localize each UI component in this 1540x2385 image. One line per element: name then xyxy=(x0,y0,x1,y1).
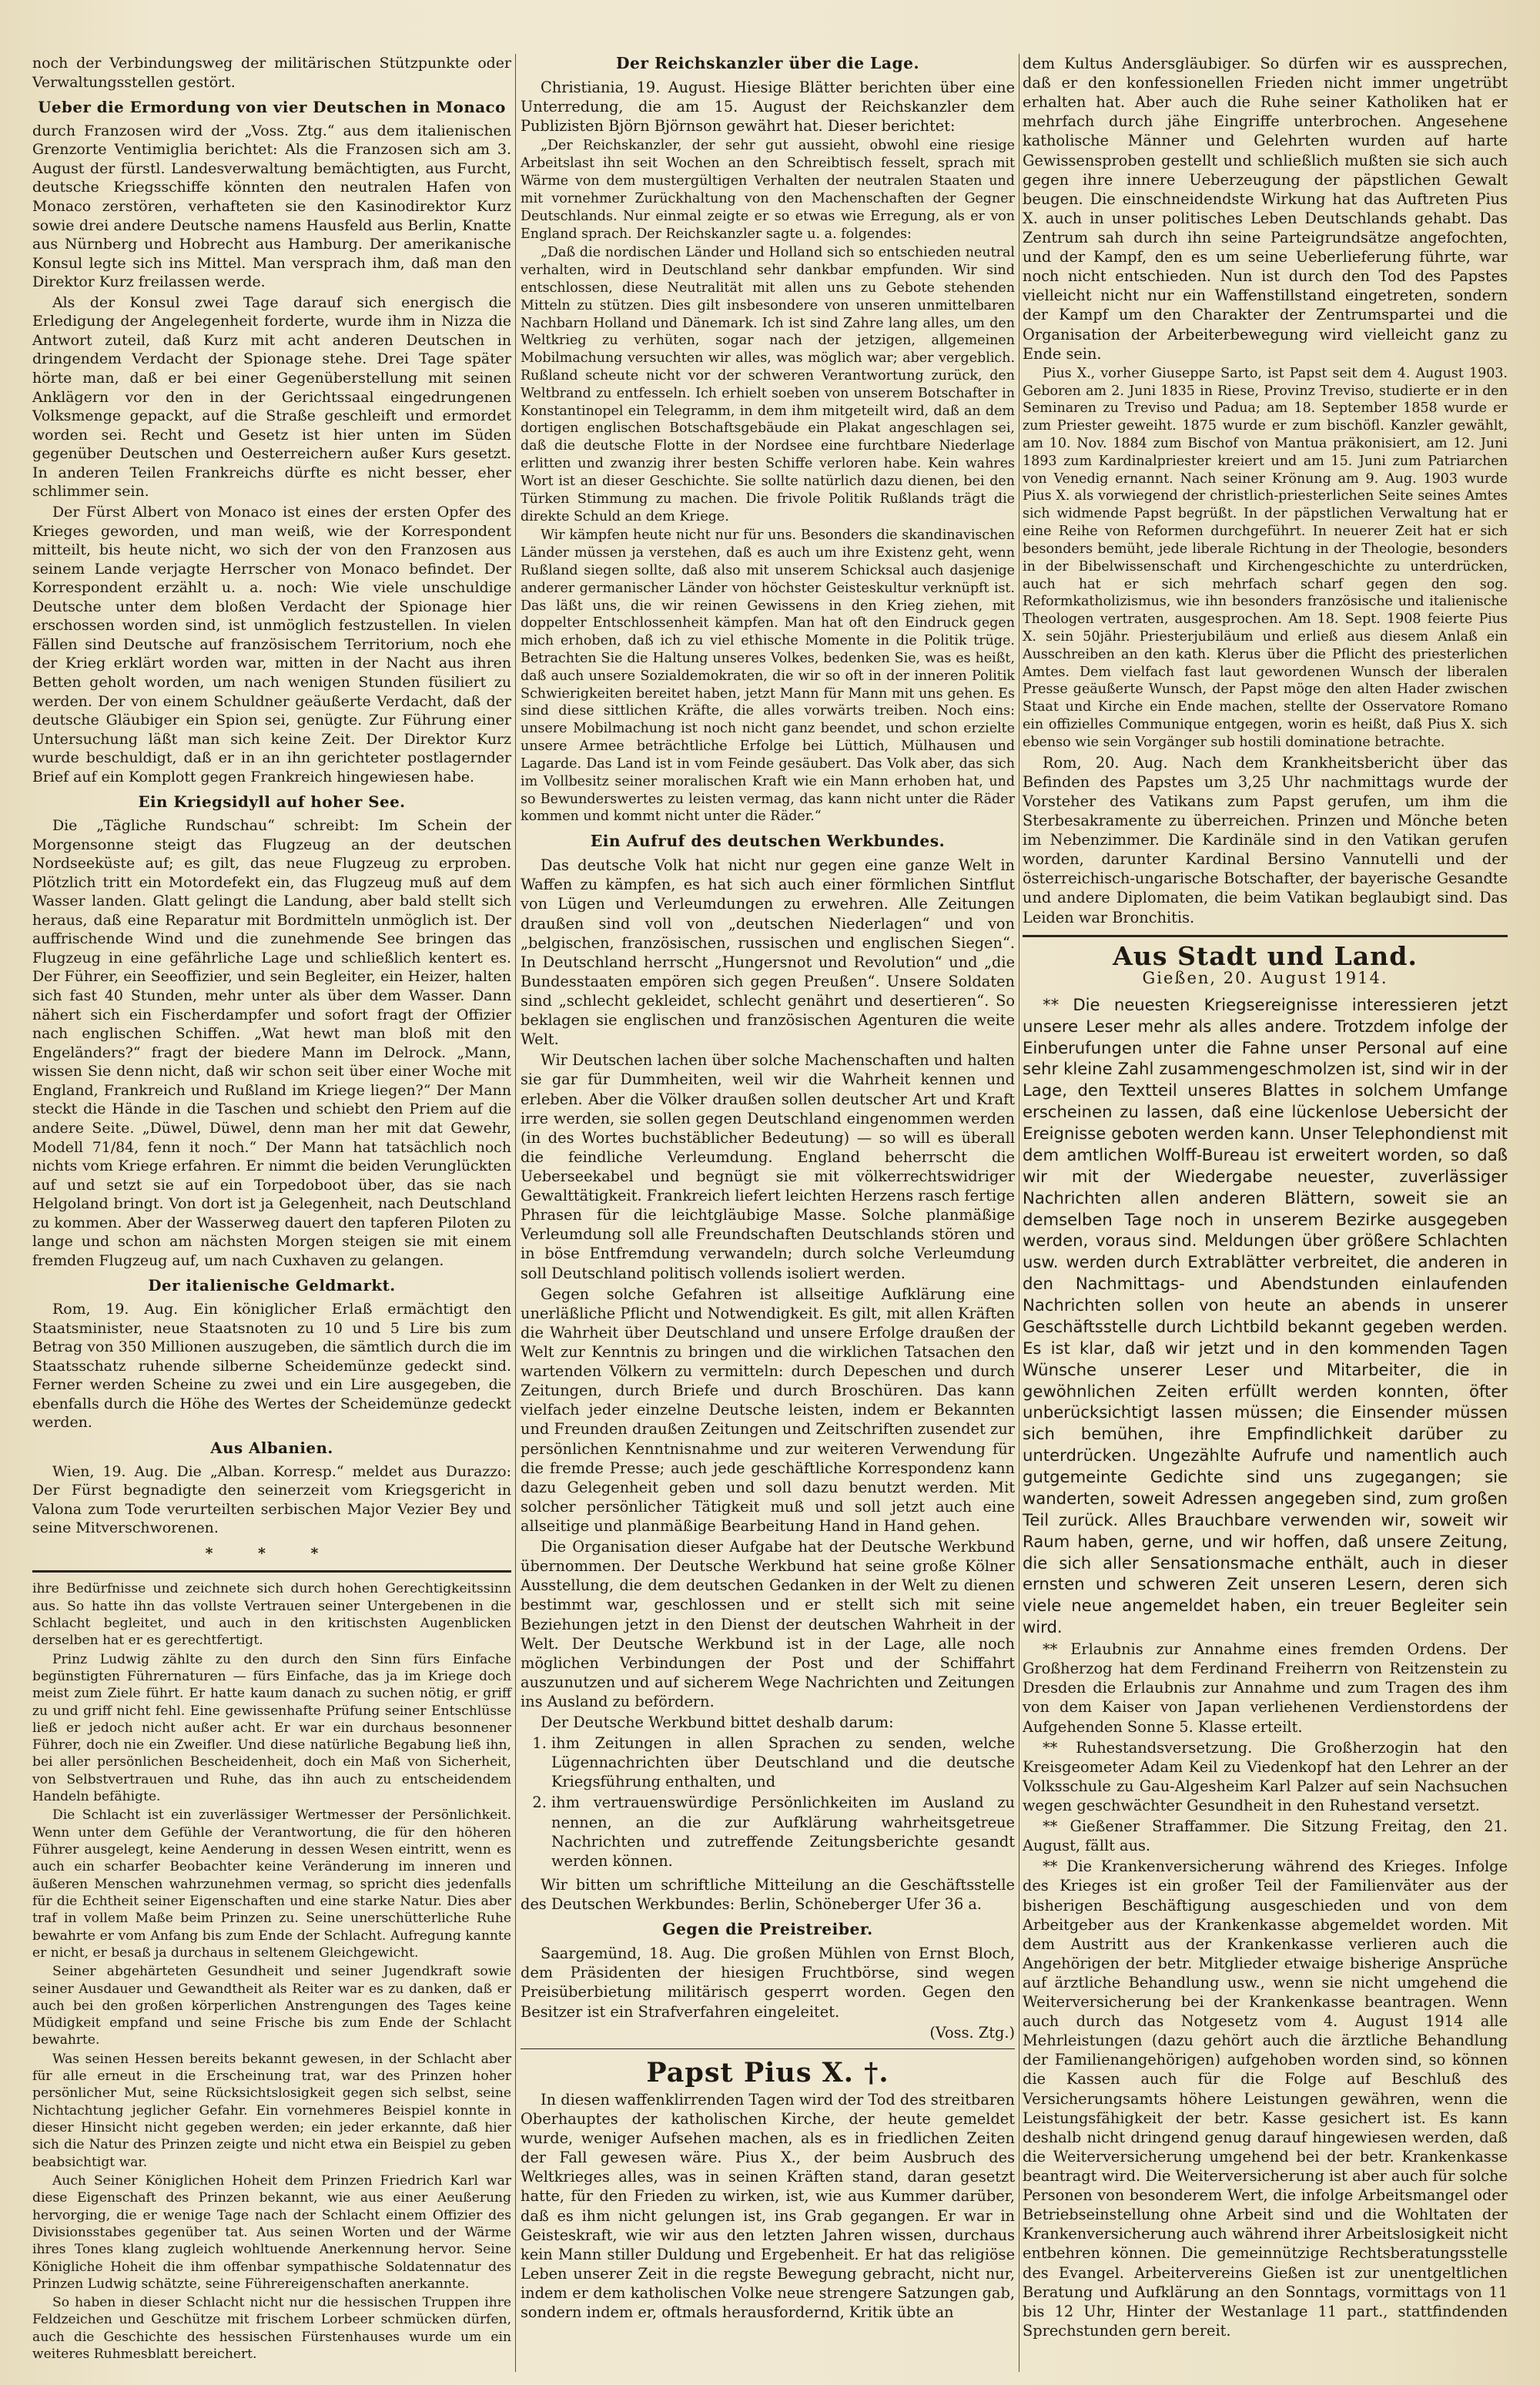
section-stars: * * * xyxy=(205,1544,339,1562)
column-rule-1 xyxy=(515,54,516,2372)
papst-biography: Pius X., vorher Giuseppe Sarto, ist Papst seit dem 4. August 1903. Geboren am 2. Juni 1835 in Riese, Provinz Treviso, studierte er in den Seminaren zu Treviso und Padua; am 18. September 1858 wurde er zum Priester geweiht. 1875 wurde er zum bischöfl. Kanzler gewählt, am 10. Nov. 1884 zum Bischof von Mantua präkonisiert, am 12. Juni 1893 zum Kardinalpriester kreiert und am 15. Juni zum Patriarchen von Venedig ernannt. Nach seiner Krönung am 9. Aug. 1903 wurde Pius X. als vorwiegend der christlich-priesterlichen Seite seines Amtes sich widmende Papst begrüßt. In der päpstlichen Verwaltung hat er eine Reihe von Reformen durchgeführt. In neuerer Zeit hat er sich besonders bemüht, jede liberale Richtung in der Theologie, besonders in der Bibelwissenschaft und Kirchengeschichte zu unterdrücken, auch hat er sich mehrfach scharf gegen den sog. Reformkatholizismus, wie ihn besonders französische und italienische Theologen vertraten, ausgesprochen. Am 18. Sept. 1908 feierte Pius X. sein 50jähr. Priesterjubiläum und erließ aus diesem Anlaß ein Ausschreiben an den kath. Klerus über die Pflicht des priesterlichen Amtes. Dem vielfach fast laut gewordenen Wunsch der liberalen Presse geäußerte Wunsch, der Papst möge den alten Hader zwischen Staat und Kirche ein Ende machen, stellte der Osservatore Romano ein offizielles Communique entgegen, worin es heißt, daß Pius X. sich ebenso wie sein Vorgänger sub hostili dominatione betrachte. xyxy=(1023,365,1508,750)
prinz-paragraph-4: Seiner abgehärteten Gesundheit und seiner Jugendkraft sowie seiner Ausdauer und Gewandtheit als Reiter war es zu danken, daß er auch bei den großen körperlichen Anstrengungen des Tages keine Müdigkeit empfand und seine Frische bis zum Ende der Schlacht bewahrte. xyxy=(32,1964,511,2048)
werkbund-paragraph-3: Gegen solche Gefahren ist allseitige Aufklärung eine unerläßliche Pflicht und Notwendigkeit. Es gilt, mit allen Kräften die Wahrheit über Deutschland und unsere Erfolge draußen der Welt zur Kenntnis zu bringen und die wirklichen Tatsachen den wartenden Völkern zu vermitteln: durch Depeschen und durch Zeitungen, durch Briefe und durch Broschüren. Das kann vielfach jeder einzelne Deutsche leisten, indem er Bekannten und Freunden draußen Zeitungen und Zeitschriften zusendet zur persönlichen Kenntnisnahme und zur weiteren Verwendung für die fremde Presse; auch jede geschäftliche Korrespondenz kann dazu Gelegenheit geben und soll dazu benutzt werden. Mit solcher persönlicher Tätigkeit muß und soll jetzt auch eine allseitige und planmäßige Bearbeitung Hand in Hand gehen. xyxy=(521,1285,1015,1535)
prinz-paragraph-1: ihre Bedürfnisse und zeichnete sich durch hohen Gerechtigkeitssinn aus. So hatte ihn das vollste Vertrauen seiner Untergebenen in die Schlacht begleitet, und auch in den kritischsten Augenblicken derselben hat er es gerechtfertigt. xyxy=(32,1581,511,1649)
werkbund-list-item-1: 1. ihm Zeitungen in allen Sprachen zu senden, welche Lügennachrichten über Deutschland und die deutsche Kriegsführung enthalten, und xyxy=(551,1733,1015,1791)
kriegsidyll-headline: Ein Kriegsidyll auf hoher See. xyxy=(138,792,406,812)
stadt-dateline: Gießen, 20. August 1914. xyxy=(1142,968,1388,987)
papst-continued: dem Kultus Andersgläubiger. So dürfen wir es aussprechen, daß er den konfessionellen Frieden nicht immer ungetrübt erhalten hat. Aber auch die Ruhe seiner Katholiken hat er mehrfach durch jähe Eingriffe unterbrochen. Angesehene katholische Männer und Gelehrten wurden auf harte Gewissensproben gestellt und schließlich mußten sie sich auch gegen ihre innere Ueberzeugung der päpstlichen Gewalt beugen. Die einschneidendste Wirkung hat das Auftreten Pius X. auch in unser politisches Leben Deutschlands gehabt. Das Zentrum sah durch ihn seine Parteigrundsätze angefochten, und der Kampf, den es um seine Ueberlieferung führte, war noch nicht entschieden. Nun ist durch den Tod des Papstes vielleicht nicht nur ein Waffenstillstand eingetreten, sondern der Kampf um den Charakter der Zentrumspartei und die Organisation der Arbeiterbewegung wird vielleicht ganz zu Ende sein. xyxy=(1023,55,1508,363)
stadt-paragraph-3: ** Ruhestandsversetzung. Die Großherzogin hat den Kreisgeometer Adam Keil zu Viedenkopf hat den Lehrer an der Volksschule zu Gau-Algesheim Karl Palzer auf sein Nachsuchen wegen geschwächter Gesundheit in den Ruhestand versetzt. xyxy=(1023,1738,1508,1814)
kriegsidyll-paragraph: Die „Tägliche Rundschau“ schreibt: Im Schein der Morgensonne steigt das Flugzeug an der deutschen Nordseeküste auf; es gilt, das neue Flugzeug zu erproben. Plötzlich tritt ein Motordefekt ein, das Flugzeug muß auf dem Wasser landen. Glatt gelingt die Landung, aber bald stellt sich heraus, daß eine Reparatur mit Bordmitteln unmöglich ist. Der auffrischende Wind und die zunehmende See bringen das Flugzeug in eine gefährliche Lage und schließlich kentert es. Der Führer, ein Seeoffizier, und sein Begleiter, ein Heizer, halten sich fast 40 Stunden, mehr unter als über dem Wasser. Dann nähert sich ein Fischerdampfer und sofort fragt der Offizier nach englischen Schiffen. „Wat hewt man bloß mit den Engeländers?“ fragt der biedere Mann im Delrock. „Mann, wissen Sie denn nicht, daß wir schon seit über einer Woche mit England, Frankreich und Rußland im Kriege liegen?“ Der Mann steckt die Hände in die Taschen und schiebt den Priem auf die andere Seite. „Düwel, Düwel, denn man her mit dat Gewehr, Modell 71/84, fenn it noch.“ Der Mann hat tatsächlich noch nichts vom Kriege erfahren. Er nimmt die beiden Verunglückten auf und setzt sie auf ein Torpedoboot über, das sie nach Helgoland bringt. Von dort ist ja Gelegenheit, nach Deutschland zu kommen. Aber der Wasserweg dauert den tapferen Piloten zu lange und schon am nächsten Morgen steigen sie mit einem fremden Flugzeug auf, um nach Cuxhaven zu gelangen. xyxy=(32,816,511,1269)
monaco-headline: Ueber die Ermordung von vier Deutschen in Monaco xyxy=(38,98,506,117)
reichskanzler-paragraph-2: „Der Reichskanzler, der sehr gut aussieht, obwohl eine riesige Arbeitslast ihn seit Wochen an den Schreibtisch fesselt, sprach mit Wärme von dem mustergültigen Verhalten der neutralen Staaten und mit vornehmer Zurückhaltung von den Machenschaften der Gegner Deutschlands. Nur einmal zeigte er so etwas wie Erregung, als er von England sprach. Der Reichskanzler sagte u. a. folgendes: xyxy=(521,138,1015,242)
prinz-paragraph-5: Was seinen Hessen bereits bekannt gewesen, in der Schlacht aber für alle erneut in die Erscheinung trat, war des Prinzen hoher persönlicher Mut, seine Rücksichtslosigkeit gegen sich selbst, seine Nichtachtung jeglicher Gefahr. Ein vornehmeres Beispiel konnte in dieser Hinsicht nicht gegeben werden; ein jeder erkannte, daß hier sich die Natur des Prinzen zeigte und nicht etwa ein Beispiel zu geben beabsichtigt war. xyxy=(32,2051,511,2170)
column-middle xyxy=(521,54,1015,2323)
stadt-paragraph-4: ** Gießener Straffammer. Die Sitzung Freitag, den 21. August, fällt aus. xyxy=(1023,1817,1508,1855)
monaco-paragraph-3: Der Fürst Albert von Monaco ist eines der ersten Opfer des Krieges geworden, und man weiß, wie der Korrespondent mitteilt, bis heute nicht, wo sich der von den Franzosen aus seinem Lande verjagte Herrscher von Monaco befindet. Der Korrespondent erzählt u. a. noch: Wie viele unschuldige Deutsche unter dem bloßen Verdacht der Spionage hier erschossen worden sind, ist unmöglich festzustellen. In vielen Fällen sind Deutsche auf französischem Territorium, noch ehe der Krieg erklärt worden war, mitten in der Nacht aus ihren Betten geholt worden, um nach wenigen Stunden füsiliert zu werden. Der von einem Schuldner geäußerte Verdacht, daß der deutsche Gläubiger ein Spion sei, genügte. Zur Führung einer Untersuchung läßt man sich keine Zeit. Der Direktor Kurz wurde beschuldigt, daß er in an ihn gerichteter postlagernder Brief auf ein Komplott gegen Frankreich hingewiesen habe. xyxy=(32,503,511,786)
rom-paragraph: Rom, 20. Aug. Nach dem Krankheitsbericht über das Befinden des Papstes um 3,25 Uhr nachmittags wurde der Vorsteher des Vatikans zum Papst gerufen, um ihm die Sterbesakramente zu überreichen. Prinzen und Mönche beten im Nebenzimmer. Die Kardinäle sind in den Vatikan gerufen worden, darunter Kardinal Bersino Vannutelli und der österreichisch-ungarische Botschafter, der bayerische Gesandte und andere Diplomaten, die beim Vatikan beglaubigt sind. Das Leiden war Bronchitis. xyxy=(1023,753,1508,926)
werkbund-paragraph-1: Das deutsche Volk hat nicht nur gegen eine ganze Welt in Waffen zu kämpfen, es hat sich auch einer förmlichen Sintflut von Lügen und Verleumdungen zu erwehren. Alle Zeitungen draußen sind voll von „deutschen Niederlagen“ und von „belgischen, französischen, russischen und englischen Siegen“. In Deutschland herrscht „Hungersnot und Revolution“ und „die Bundesstaaten empören sich gegen Preußen“. Unsere Soldaten sind „schlecht gekleidet, schlecht genährt und desertieren“. So beklagen sie englischen und französischen Agenturen die weite Welt. xyxy=(521,856,1015,1049)
geldmarkt-paragraph: Rom, 19. Aug. Ein königlicher Erlaß ermächtigt den Staatsminister, neue Staatsnoten zu 10 und 5 Lire bis zum Betrag von 350 Millionen auszugeben, die sämtlich durch die im Staatsschatz ruhende silberne Scheidemünze gedeckt sind. Ferner werden Scheine zu zwei und ein Lire ausgegeben, die ebenfalls durch die Höhe des Wertes der Scheidemünze gedeckt werden. xyxy=(32,1301,511,1432)
papst-headline: Papst Pius X. †. xyxy=(646,2056,889,2089)
reichskanzler-paragraph-1: Christiania, 19. August. Hiesige Blätter berichten über eine Unterredung, die am 15. August der Reichskanzler dem Publizisten Björn Björnson gewährt hat. Dieser berichtet: xyxy=(521,79,1015,136)
stadt-paragraph-5: ** Die Krankenversicherung während des Krieges. Infolge des Krieges ist ein großer Teil der Familienväter aus der bisherigen Beschäftigung ausgeschieden und von dem Arbeitgeber aus der Krankenkasse abgemeldet worden. Mit dem Austritt aus der Krankenkasse verlieren auch die Angehörigen der betr. Mitglieder etwaige bisherige Ansprüche auf ärztliche Behandlung usw., wenn sie nicht umgehend die Weiterversicherung bei der Krankenkasse beantragen. Wenn auch durch das Notgesetz vom 4. August 1914 alle Mehrleistungen (dazu gehört auch die ärztliche Behandlung der Familienangehörigen) aufgehoben worden sind, so können die Kassen auch für die Folge auf Beschluß des Versicherungsamts höhere Leistungen gewähren, wenn die Leistungsfähigkeit der betr. Kasse gesichert ist. Es kann deshalb nicht dringend genug darauf hingewiesen werden, daß die Weiterversicherung umgehend bei der betr. Krankenkasse beantragt wird. Die Weiterversicherung ist aber auch für solche Personen von besonderem Wert, die infolge Arbeitsmangel oder Betriebseinstellung ohne Arbeit sind und die Wohltaten der Krankenversicherung auch während ihrer Arbeitslosigkeit nicht entbehren können. Die gemeinnützige Rechtsberatungsstelle des Evangel. Arbeitervereins Gießen ist zur unentgeltlichen Beratung und Aufklärung an den Sonntags, vormittags von 11 bis 12 Uhr, Hinter der Westanlage 11 part., stattfindenden Sprechstunden gern bereit. xyxy=(1023,1857,1508,2340)
geldmarkt-headline: Der italienische Geldmarkt. xyxy=(148,1276,396,1295)
papst-divider xyxy=(521,2048,1015,2049)
preistreiber-headline: Gegen die Preistreiber. xyxy=(662,1920,873,1939)
werkbund-paragraph-4: Die Organisation dieser Aufgabe hat der Deutsche Werkbund übernommen. Der Deutsche Werkbund hat seine große Kölner Ausstellung, die dem deutschen Gedanken in der Welt zu dienen bestimmt war, geschlossen und er stellt sich mit seine Beziehungen jetzt in den Dienst der deutschen Wahrheit in der Welt. Der Deutsche Werkbund ist in der Lage, alle noch möglichen Verbindungen der Post und der Schiffahrt auszunutzen und auf sicherem Wege Nachrichten und Zeitungen ins Ausland zu befördern. xyxy=(521,1538,1015,1710)
papst-paragraph-1: In diesen waffenklirrenden Tagen wird der Tod des streitbaren Oberhauptes der katholischen Kirche, der heute gemeldet wurde, weniger Aufsehen machen, als es in friedlichen Zeiten der Fall gewesen wäre. Pius X., der beim Ausbruch des Weltkrieges alles, was in seinen Kräften stand, daran gesetzt hatte, für den Frieden zu wirken, ist, wie aus Kummer darüber, daß es ihm nicht gelungen ist, ins Grab gegangen. Er war in Geisteskraft, wie wir aus den letzten Jahren wissen, durchaus kein Mann stiller Duldung und Ergebenheit. Er hat das religiöse Leben unserer Zeit in die regste Bewegung gebracht, nicht nur, indem er dem katholischen Volke neue strengere Satzungen gab, sondern indem er, oftmals herausfordernd, Kritik übte an xyxy=(521,2090,1015,2322)
prinz-paragraph-2: Prinz Ludwig zählte zu den durch den Sinn fürs Einfache begünstigten Führernaturen — fürs Einfache, das ja im Kriege doch meist zum Ziele führt. Er hatte kaum danach zu suchen nötig, er griff zu und griff nicht fehl. Eine gewissenhafte Prüfung seiner Entschlüsse ließ er jedoch nicht außer acht. Er war ein durchaus besonnener Führer, doch nie ein Zweifler. Und diese natürliche Begabung ließ ihn, bei aller persönlichen Bescheidenheit, doch ein Maß von Sicherheit, von Selbstvertrauen und Ruhe, das ihn auch zu entscheidendem Handeln befähigte. xyxy=(32,1651,511,1805)
column-right xyxy=(1023,54,1508,2342)
werkbund-paragraph-6: Wir bitten um schriftliche Mitteilung an die Geschäftsstelle des Deutschen Werkbundes: Berlin, Schöneberger Ufer 36 a. xyxy=(521,1875,1015,1914)
werkbund-list-item-2: 2. ihm vertrauenswürdige Persönlichkeiten im Ausland zu nennen, an die zur Aufklärung wahrheitsgetreue Nachrichten und zutreffende Zeitungsberichte gesandt werden können. xyxy=(551,1793,1015,1870)
stadt-paragraph-2: ** Erlaubnis zur Annahme eines fremden Ordens. Der Großherzog hat dem Ferdinand Freiherrn von Reitzenstein zu Dresden die Erlaubnis zur Annahme und zum Tragen des ihm von dem Kaiser von Japan verliehenen Verdienstordens der Aufgehenden Sonne 5. Klasse erteilt. xyxy=(1023,1640,1508,1736)
preistreiber-source: (Voss. Ztg.) xyxy=(929,2023,1015,2042)
monaco-paragraph-2: Als der Konsul zwei Tage darauf sich energisch die Erledigung der Angelegenheit forderte, wurde ihm in Nizza die Antwort zuteil, daß Kurz mit acht anderen Deutschen in dringendem Verdacht der Spionage stehe. Drei Tage später hörte man, daß er bei einer Gegenüberstellung mit seinen Anklägern vor den in der Gerichtssaal eingedrungenen Volksmenge gepackt, auf die Straße geschleift und ermordet worden sei. Recht und Gesetz ist hier unten im Süden gegenüber Deutschen und Oesterreichern außer Kurs gesetzt. In anderen Teilen Frankreichs dürfte es nicht besser, eher schlimmer sein. xyxy=(32,293,511,501)
preistreiber-paragraph: Saargemünd, 18. Aug. Die großen Mühlen von Ernst Bloch, dem Präsidenten der hiesigen Fruchtbörse, sind wegen Preisüberbietung militärisch gesperrt worden. Gegen den Besitzer ist ein Strafverfahren eingeleitet. xyxy=(521,1945,1015,2021)
prinz-paragraph-6: Auch Seiner Königlichen Hoheit dem Prinzen Friedrich Karl war diese Eigenschaft des Prinzen bekannt, wie aus einer Aeußerung hervorging, die er wenige Tage nach der Schlacht einem Offizier des Divisionsstabes gegenüber tat. Aus seinen Worten und der Wärme ihres Tones klang zugleich wohltuende Anerkennung hervor. Seine Königliche Hoheit die ihm offenbar sympathische Soldatennatur des Prinzen Ludwig schätzte, seine Führereigenschaften anerkannte. xyxy=(32,2172,511,2292)
stadt-paragraph-1: ** Die neuesten Kriegsereignisse interessieren jetzt unsere Leser mehr als alles andere. Trotzdem infolge der Einberufungen unter die Fahne unser Personal auf eine sehr kleine Zahl zusammengeschmolzen ist, sind wir in der Lage, den Textteil unseres Blattes in solchem Umfange erscheinen zu lassen, daß eine lückenlose Uebersicht der Ereignisse geboten werden kann. Unser Telephondienst mit dem amtlichen Wolff-Bureau ist erweitert worden, so daß wir mit der Wiedergabe neuester, zuverlässiger Nachrichten allen anderen Blättern, soweit sie an demselben Tage noch in unserem Bezirke ausgegeben werden, voraus sind. Meldungen über größere Schlachten usw. werden durch Extrablätter verbreitet, die anderen in den Nachmittags- und Abendstunden einlaufenden Nachrichten sollen von heute an abends in unserer Geschäftsstelle durch Lichtbild bekannt gegeben werden. Es ist klar, daß wir jetzt und in den kommenden Tagen Wünsche unserer Leser und Mitarbeiter, die in gewöhnlichen Zeiten erfüllt werden konnten, öfter unberücksichtigt lassen müssen; die Einsender müssen sich bemühen, ihre Empfindlichkeit darüber zu unterdrücken. Ungezählte Aufrufe und namentlich auch gutgemeinte Gedichte sind uns zugegangen; sie wanderten, soweit Adressen angegeben sind, zum großen Teil zurück. Alles Brauchbare verwenden wir, soweit wir Raum haben, gerne, und wir hoffen, daß unsere Zeitung, die sich aller Sensationsmache enthält, auch in dieser ernsten und schweren Zeit unseren Lesern, deren sich viele neue angemeldet haben, ein treuer Begleiter sein wird. xyxy=(1023,994,1508,1637)
werkbund-paragraph-2: Wir Deutschen lachen über solche Machenschaften und halten sie gar für Dummheiten, weil wir die Wahrheit kennen und erleben. Aber die Völker draußen sollen deutscher Art und Kraft irre werden, sie sollen gegen Deutschland eingenommen werden (in des Wortes buchstäblicher Bedeutung) — so will es überall die feindliche Verleumdung. England beherrscht die Ueberseekabel und begnügt sie mit völkerrechtswidriger Gewalttätigkeit. Frankreich liefert leichten Herzens rasch fertige Phrasen für die leichtgläubige Masse. Solche planmäßige Verleumdung soll alle Freundschaften Deutschlands stören und in böse Entfremdung verwandeln; durch solche Verleumdung soll Deutschland politisch vollends isoliert werden. xyxy=(521,1051,1015,1282)
albanien-paragraph: Wien, 19. Aug. Die „Alban. Korresp.“ meldet aus Durazzo: Der Fürst begnadigte den seinerzeit vom Kriegsgericht in Valona zum Tode verurteilten serbischen Major Vezier Bey und seine Mitverschworenen. xyxy=(32,1462,511,1537)
werkbund-list xyxy=(521,1733,1015,1871)
section-divider xyxy=(32,1570,511,1573)
stadt-divider xyxy=(1023,935,1508,937)
reichskanzler-paragraph-3: „Daß die nordischen Länder und Holland sich so entschieden neutral verhalten, wird in Deutschland sehr dankbar empfunden. Wir sind entschlossen, diese Neutralität mit allen uns zu Gebote stehenden Mitteln zu stützen. Dies gilt insbesondere von unseren unmittelbaren Nachbarn Holland und Dänemark. Ich ist sind Zahre lang alles, um den Weltkrieg zu verhüten, sogar nach der jetzigen, allgemeinen Mobilmachung versuchten wir alles, was möglich war; aber vergeblich. Rußland scheute nicht vor der schweren Verantwortung zurück, den Weltbrand zu entfesseln. Ich erhielt soeben von unserem Botschafter in Konstantinopel ein Telegramm, in dem ihm mitgeteilt wird, daß an dem dortigen englischen Botschaftsgebäude ein Plakat angeschlagen sei, daß die deutsche Flotte in der Nordsee eine furchtbare Niederlage erlitten und zwanzig ihrer besten Schiffe verloren habe. Kein wahres Wort ist an dieser Geschichte. Sie sollte natürlich dazu dienen, bei den Türken Stimmung zu machen. Die frivole Politik Rußlands trägt die direkte Schuld an dem Kriege. xyxy=(521,245,1015,524)
albanien-headline: Aus Albanien. xyxy=(210,1438,333,1457)
prinz-paragraph-7: So haben in dieser Schlacht nicht nur die hessischen Truppen ihre Feldzeichen und Geschütze mit frischem Lorbeer schmücken dürfen, auch die Geschichte des hessischen Fürstenhauses wurde um ein weiteres Ruhmesblatt bereichert. xyxy=(32,2295,511,2363)
werkbund-paragraph-5: Der Deutsche Werkbund bittet deshalb darum: xyxy=(541,1713,894,1732)
reichskanzler-paragraph-4: Wir kämpfen heute nicht nur für uns. Besonders die skandinavischen Länder müssen ja verstehen, daß es auch um ihre Existenz geht, wenn Rußland siegen sollte, daß also mit unserem Schicksal auch dasjenige anderer germanischer Länder von höchster Geisteskultur verknüpft ist. Das läßt uns, die wir reinen Gewissens in den Krieg ziehen, mit doppelter Entschlossenheit kämpfen. Man hat oft den Eindruck gegen mich erhoben, daß ich zu viel ethische Momente in die Politik trüge. Betrachten Sie die Haltung unseres Volkes, bedenken Sie, was es heißt, daß auch unsere Sozialdemokraten, die wir so oft in der inneren Politik Schwierigkeiten bereitet haben, jetzt Mann für Mann mit uns gehen. Es sind diese sittlichen Kräfte, die alles vorwärts treiben. Noch eins: unsere Mobilmachung ist noch nicht ganz beendet, und schon erzielte unsere Armee beträchtliche Erfolge bei Lüttich, Mülhausen und Lagarde. Das Land ist in vom Feinde gesäubert. Das Volk aber, das sich im Vollbesitz seiner moralischen Kraft wie ein Mann erhoben hat, und so Bewunderswertes zu leisten vermag, das kann nicht unter die Räder kommen und kommt nicht unter die Räder.“ xyxy=(521,528,1015,825)
stadt-und-land-headline: Aus Stadt und Land. xyxy=(1113,940,1418,971)
intro-text: noch der Verbindungsweg der militärischen Stützpunkte oder Verwaltungsstellen gestört. xyxy=(32,55,511,91)
werkbund-headline: Ein Aufruf des deutschen Werkbundes. xyxy=(590,832,946,851)
prinz-paragraph-3: Die Schlacht ist ein zuverlässiger Wertmesser der Persönlichkeit. Wenn unter dem Gefühle der Verantwortung, die für den höheren Führer ausgelegt, keine Aenderung in dessen Wesen eintritt, wenn es auch ein scharfer Beobachter keine Veränderung im inneren und äußeren Menschen wahrzunehmen vermag, so spricht dies jedenfalls für die Echtheit seiner Eigenschaften und eine starke Natur. Dies aber traf in vollem Maße beim Prinzen zu. Seine unerschütterliche Ruhe bewahrte er vom Anfang bis zum Ende der Schlacht. Aufregung kannte er nicht, er besaß ja durchaus in seltenem Gleichgewicht. xyxy=(32,1807,511,1961)
column-left xyxy=(32,54,511,2364)
monaco-paragraph-1: durch Franzosen wird der „Voss. Ztg.“ aus dem italienischen Grenzorte Ventimiglia berichtet: Als die Franzosen sich am 3. August der fürstl. Landesverwaltung bemächtigten, aus Furcht, deutsche Kriegsschiffe könnten den neutralen Hafen von Monaco zerstören, verhafteten sie den Kasinodirektor Kurz sowie drei andere Deutsche namens Hausfeld aus Berlin, Knatte aus Nürnberg und Hobrecht aus Hamburg. Der amerikanische Konsul legte sich ins Mittel. Man versprach ihm, daß man den Direktor Kurz freilassen werde. xyxy=(32,122,511,291)
reichskanzler-headline: Der Reichskanzler über die Lage. xyxy=(615,54,920,72)
